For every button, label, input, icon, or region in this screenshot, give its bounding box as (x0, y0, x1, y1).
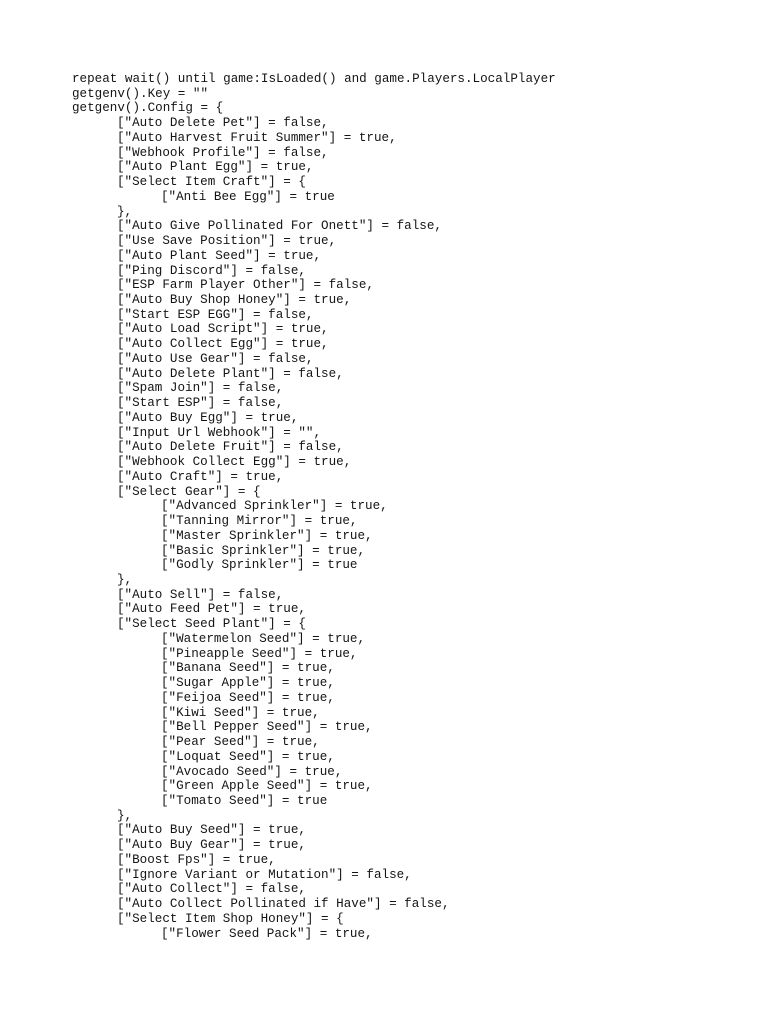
code-line: ["Auto Sell"] = false, (117, 587, 284, 602)
code-line: ["Tomato Seed"] = true (161, 793, 328, 808)
code-block (72, 72, 752, 941)
code-line: ["Select Seed Plant"] = { (117, 617, 306, 632)
code-line: getgenv().Config = { (72, 101, 224, 116)
code-line: ["Master Sprinkler"] = true, (161, 528, 373, 543)
code-line: ["Webhook Profile"] = false, (117, 145, 329, 160)
code-line: ["Start ESP"] = false, (117, 396, 284, 411)
code-line: ["Pear Seed"] = true, (161, 735, 320, 750)
code-line: }, (117, 808, 133, 823)
code-line: ["Auto Buy Shop Honey"] = true, (117, 293, 352, 308)
code-line: }, (117, 572, 133, 587)
code-line: ["Tanning Mirror"] = true, (161, 514, 358, 529)
code-line: ["Feijoa Seed"] = true, (161, 690, 335, 705)
code-line: ["Auto Collect"] = false, (117, 882, 306, 897)
code-line: getgenv().Key = "" (72, 86, 209, 101)
code-line: ["Watermelon Seed"] = true, (161, 631, 366, 646)
code-line: ["Godly Sprinkler"] = true (161, 558, 358, 573)
code-line: ["Auto Buy Gear"] = true, (117, 838, 306, 853)
code-line: ["Auto Plant Egg"] = true, (117, 160, 314, 175)
code-line: ["Input Url Webhook"] = "", (117, 425, 322, 440)
code-line: ["Spam Join"] = false, (117, 381, 284, 396)
code-line: ["Ignore Variant or Mutation"] = false, (117, 867, 412, 882)
code-line: ["Auto Feed Pet"] = true, (117, 602, 306, 617)
code-line: ["Kiwi Seed"] = true, (161, 705, 320, 720)
code-line: ["Advanced Sprinkler"] = true, (161, 499, 388, 514)
code-line: ["Auto Load Script"] = true, (117, 322, 329, 337)
code-line: ["Green Apple Seed"] = true, (161, 779, 373, 794)
code-line: ["Ping Discord"] = false, (117, 263, 306, 278)
code-line: ["Select Item Shop Honey"] = { (117, 911, 344, 926)
code-line: ["Auto Craft"] = true, (117, 469, 284, 484)
code-line: ["Auto Delete Plant"] = false, (117, 366, 344, 381)
code-line: ["Auto Buy Egg"] = true, (117, 410, 299, 425)
code-line: repeat wait() until game:IsLoaded() and game.Players.LocalPlayer (72, 72, 556, 86)
code-line: ["Auto Collect Pollinated if Have"] = false, (117, 897, 450, 912)
code-line: ["Bell Pepper Seed"] = true, (161, 720, 373, 735)
code-line: ["Anti Bee Egg"] = true (161, 189, 335, 204)
code-line: ["Use Save Position"] = true, (117, 234, 337, 249)
code-line: ["Boost Fps"] = true, (117, 852, 276, 867)
code-line: ["Auto Harvest Fruit Summer"] = true, (117, 130, 397, 145)
code-line: ["Auto Collect Egg"] = true, (117, 337, 329, 352)
code-line: ["Start ESP EGG"] = false, (117, 307, 314, 322)
code-line: ["Basic Sprinkler"] = true, (161, 543, 366, 558)
code-line: ["Pineapple Seed"] = true, (161, 646, 358, 661)
code-line: ["Auto Give Pollinated For Onett"] = false, (117, 219, 442, 234)
code-line: ["ESP Farm Player Other"] = false, (117, 278, 374, 293)
code-line: ["Webhook Collect Egg"] = true, (117, 455, 352, 470)
code-line: }, (117, 204, 133, 219)
code-line: ["Loquat Seed"] = true, (161, 749, 335, 764)
code-line: ["Sugar Apple"] = true, (161, 676, 335, 691)
code-line: ["Select Item Craft"] = { (117, 175, 306, 190)
code-line: ["Auto Delete Fruit"] = false, (117, 440, 344, 455)
code-line: ["Auto Use Gear"] = false, (117, 351, 314, 366)
code-line: ["Auto Delete Pet"] = false, (117, 116, 329, 131)
code-line: ["Select Gear"] = { (117, 484, 261, 499)
code-line: ["Avocado Seed"] = true, (161, 764, 343, 779)
code-line: ["Auto Buy Seed"] = true, (117, 823, 306, 838)
code-line: ["Banana Seed"] = true, (161, 661, 335, 676)
code-line: ["Flower Seed Pack"] = true, (161, 926, 373, 941)
code-line: ["Auto Plant Seed"] = true, (117, 248, 322, 263)
